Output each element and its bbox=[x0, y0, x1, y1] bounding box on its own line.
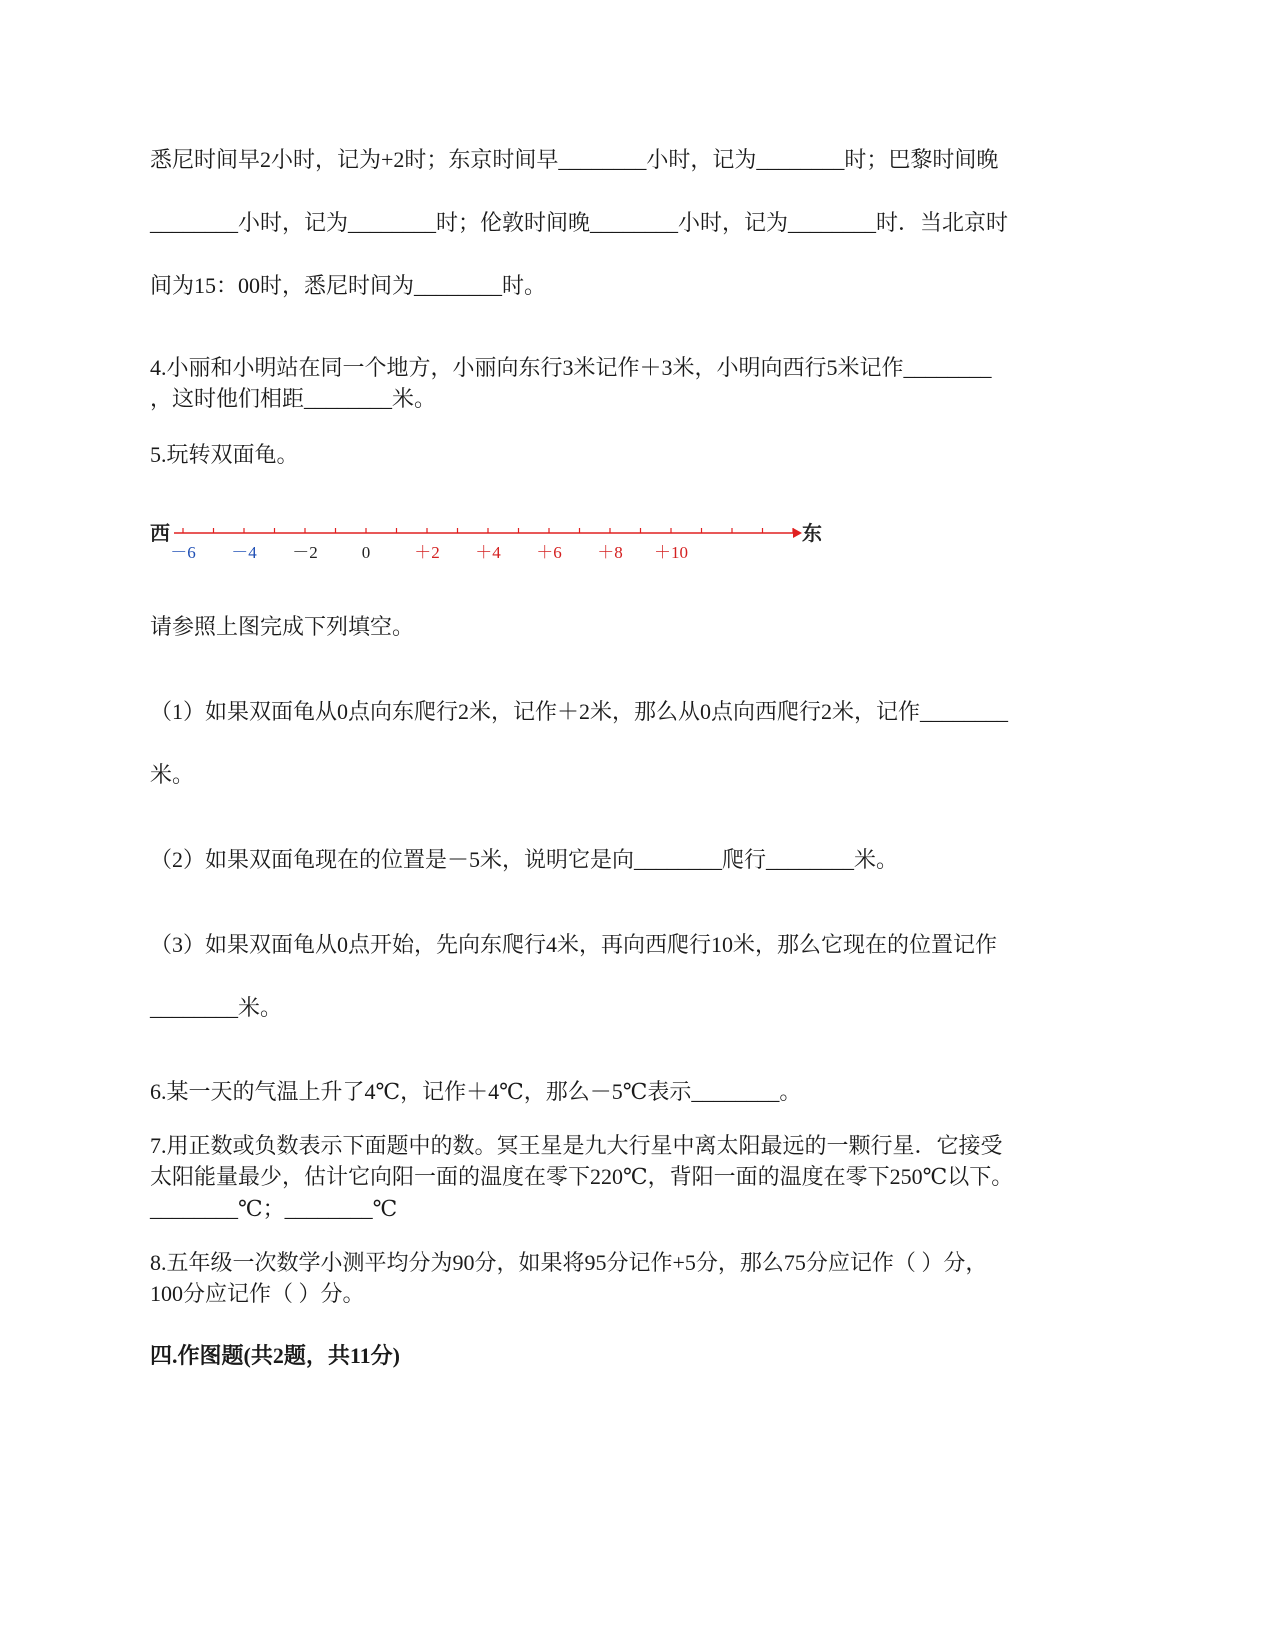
number-line-arrowhead bbox=[793, 528, 802, 538]
tick-label: 0 bbox=[361, 543, 371, 562]
section-heading: 四.作图题(共2题，共11分) bbox=[150, 1343, 400, 1368]
tick-label: ＋10 bbox=[654, 543, 688, 562]
tick-label: －4 bbox=[231, 543, 257, 562]
problem-8-line-1: 8.五年级一次数学小测平均分为90分，如果将95分记作+5分，那么75分应记作（ ）分， bbox=[150, 1250, 988, 1275]
problem-3-line-3: 间为15：00时，悉尼时间为________时。 bbox=[150, 273, 547, 298]
tick-marks bbox=[183, 528, 793, 533]
instruction-line: 请参照上图完成下列填空。 bbox=[150, 614, 415, 639]
problem-7-line-3: ________℃；________℃ bbox=[150, 1196, 398, 1221]
problem-8-line-2: 100分应记作（ ）分。 bbox=[150, 1281, 365, 1306]
problem-5-q2: （2）如果双面龟现在的位置是－5米，说明它是向________爬行________米。 bbox=[150, 847, 899, 872]
tick-label: －6 bbox=[170, 543, 196, 562]
problem-5-title: 5.玩转双面龟。 bbox=[150, 442, 299, 467]
problem-5-q1-line-2: 米。 bbox=[150, 762, 195, 787]
problem-7-line-1: 7.用正数或负数表示下面题中的数。冥王星是九大行星中离太阳最远的一颗行星．它接受 bbox=[150, 1133, 1003, 1158]
problem-5-q3-line-2: ________米。 bbox=[150, 995, 283, 1020]
problem-6: 6.某一天的气温上升了4℃，记作＋4℃，那么－5℃表示________。 bbox=[150, 1079, 802, 1104]
problem-3-line-2: ________小时，记为________时；伦敦时间晚________小时，记为________时．当北京时 bbox=[150, 210, 1009, 235]
number-line-svg bbox=[150, 520, 850, 580]
number-line-diagram bbox=[150, 520, 850, 585]
problem-5-q1-line-1: （1）如果双面龟从0点向东爬行2米，记作＋2米，那么从0点向西爬行2米，记作________ bbox=[150, 699, 1009, 724]
problem-3-line-1: 悉尼时间早2小时，记为+2时；东京时间早________小时，记为________时；巴黎时间晚 bbox=[150, 147, 999, 172]
problem-7-line-2: 太阳能量最少，估计它向阳一面的温度在零下220℃，背阳一面的温度在零下250℃以下。 bbox=[150, 1164, 1014, 1189]
tick-label: ＋4 bbox=[475, 543, 501, 562]
problem-4-line-1: 4.小丽和小明站在同一个地方，小丽向东行3米记作＋3米，小明向西行5米记作________ bbox=[150, 355, 992, 380]
problem-5-q3-line-1: （3）如果双面龟从0点开始，先向东爬行4米，再向西爬行10米，那么它现在的位置记作 bbox=[150, 932, 998, 957]
east-label: 东 bbox=[802, 523, 822, 545]
tick-label: ＋2 bbox=[414, 543, 440, 562]
tick-label: －2 bbox=[292, 543, 318, 562]
tick-labels bbox=[170, 543, 688, 562]
west-label: 西 bbox=[150, 523, 170, 545]
tick-label: ＋6 bbox=[536, 543, 562, 562]
tick-label: ＋8 bbox=[597, 543, 623, 562]
problem-4-line-2: ，这时他们相距________米。 bbox=[150, 386, 437, 411]
